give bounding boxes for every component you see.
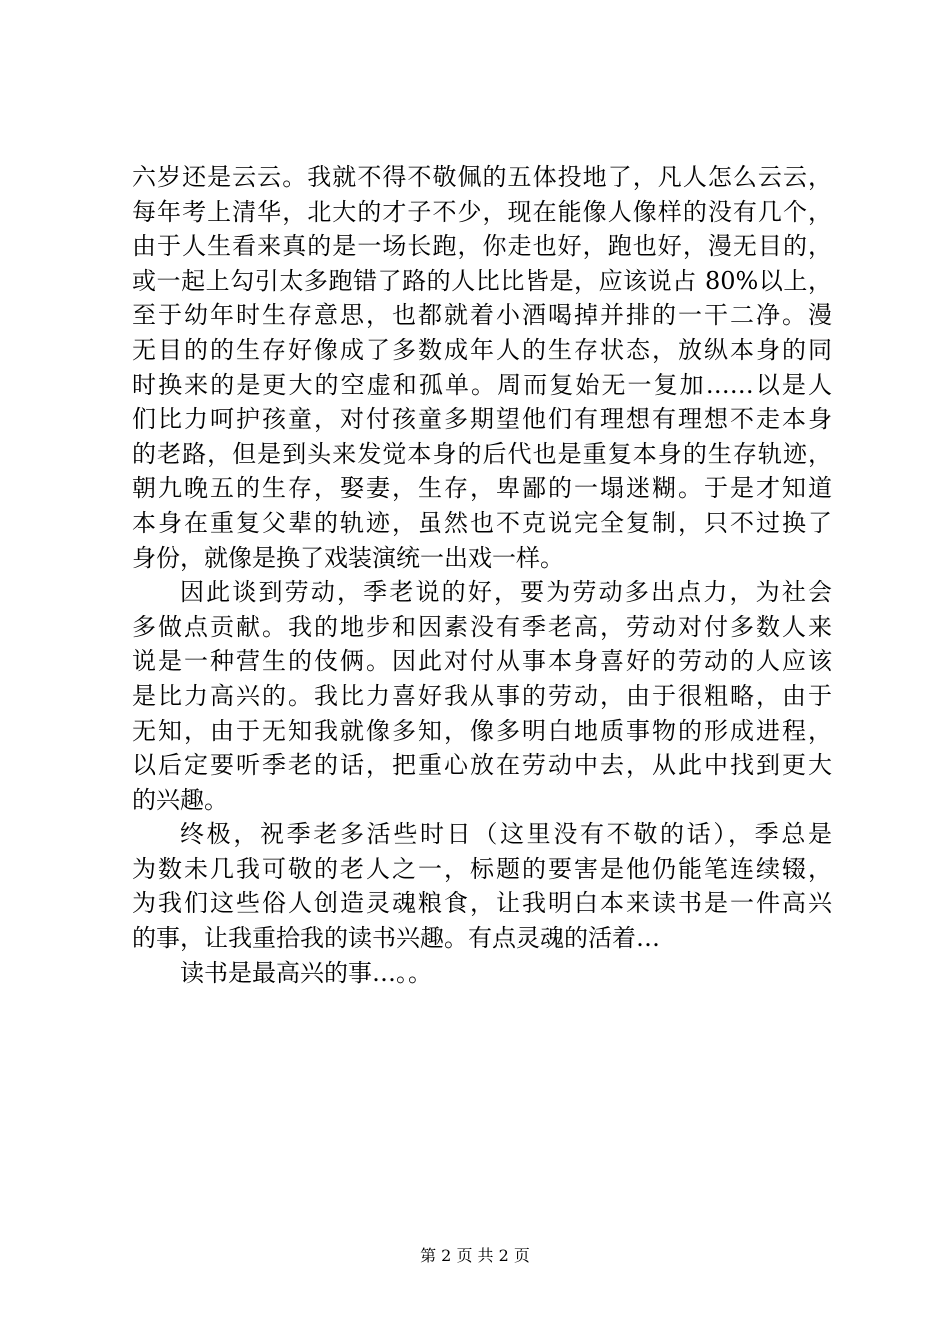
paragraph-1	[132, 160, 832, 575]
text-line: 们比力呵护孩童，对付孩童多期望他们有理想有理想不走本身	[132, 405, 832, 434]
text-line: 读书是最高兴的事…。。	[180, 958, 432, 987]
text-line: 每年考上清华，北大的才子不少，现在能像人像样的没有几个，	[132, 197, 832, 226]
text-line: 身份，就像是换了戏装演统一出戏一样。	[132, 543, 564, 572]
text-line: 是比力高兴的。我比力喜好我从事的劳动，由于很粗略，由于	[132, 681, 832, 710]
text-line: 的老路，但是到头来发觉本身的后代也是重复本身的生存轨迹，	[132, 439, 832, 468]
text-line: 以后定要听季老的话，把重心放在劳动中去，从此中找到更大	[132, 751, 832, 780]
paragraph-3	[132, 817, 832, 955]
page-number-footer: 第 2 页 共 2 页	[420, 1246, 530, 1265]
text-line: 多做点贡献。我的地步和因素没有季老高，劳动对付多数人来	[132, 612, 832, 641]
text-line: 时换来的是更大的空虚和孤单。周而复始无一复加……以是人	[132, 370, 832, 399]
text-line: 或一起上勾引太多跑错了路的人比比皆是，应该说占 80%以上，	[132, 266, 832, 295]
text-line: 六岁还是云云。我就不得不敬佩的五体投地了，凡人怎么云云，	[132, 163, 832, 191]
paragraph-2	[132, 575, 832, 817]
text-line: 为数未几我可敬的老人之一，标题的要害是他仍能笔连续辍，	[132, 854, 832, 883]
text-line: 终极，祝季老多活些时日（这里没有不敬的话），季总是	[180, 820, 832, 849]
text-line: 无知，由于无知我就像多知，像多明白地质事物的形成进程，	[132, 716, 832, 745]
text-line: 无目的的生存好像成了多数成年人的生存状态，放纵本身的同	[132, 335, 832, 364]
text-line: 本身在重复父辈的轨迹，虽然也不克说完全复制，只不过换了	[132, 508, 832, 537]
text-line: 朝九晚五的生存，娶妻，生存，卑鄙的一塌迷糊。于是才知道	[132, 474, 832, 503]
text-line: 由于人生看来真的是一场长跑，你走也好，跑也好，漫无目的，	[132, 232, 832, 261]
text-line: 至于幼年时生存意思，也都就着小酒喝掉并排的一干二净。漫	[132, 301, 832, 330]
paragraph-4	[132, 956, 832, 991]
body-text	[132, 160, 832, 990]
text-line: 的兴趣。	[132, 785, 228, 814]
text-line: 的事，让我重拾我的读书兴趣。有点灵魂的活着…	[132, 924, 660, 953]
text-line: 为我们这些俗人创造灵魂粮食，让我明白本来读书是一件高兴	[132, 889, 832, 918]
text-line: 说是一种营生的伎俩。因此对付从事本身喜好的劳动的人应该	[132, 647, 832, 676]
text-line: 因此谈到劳动，季老说的好，要为劳动多出点力，为社会	[180, 578, 832, 607]
